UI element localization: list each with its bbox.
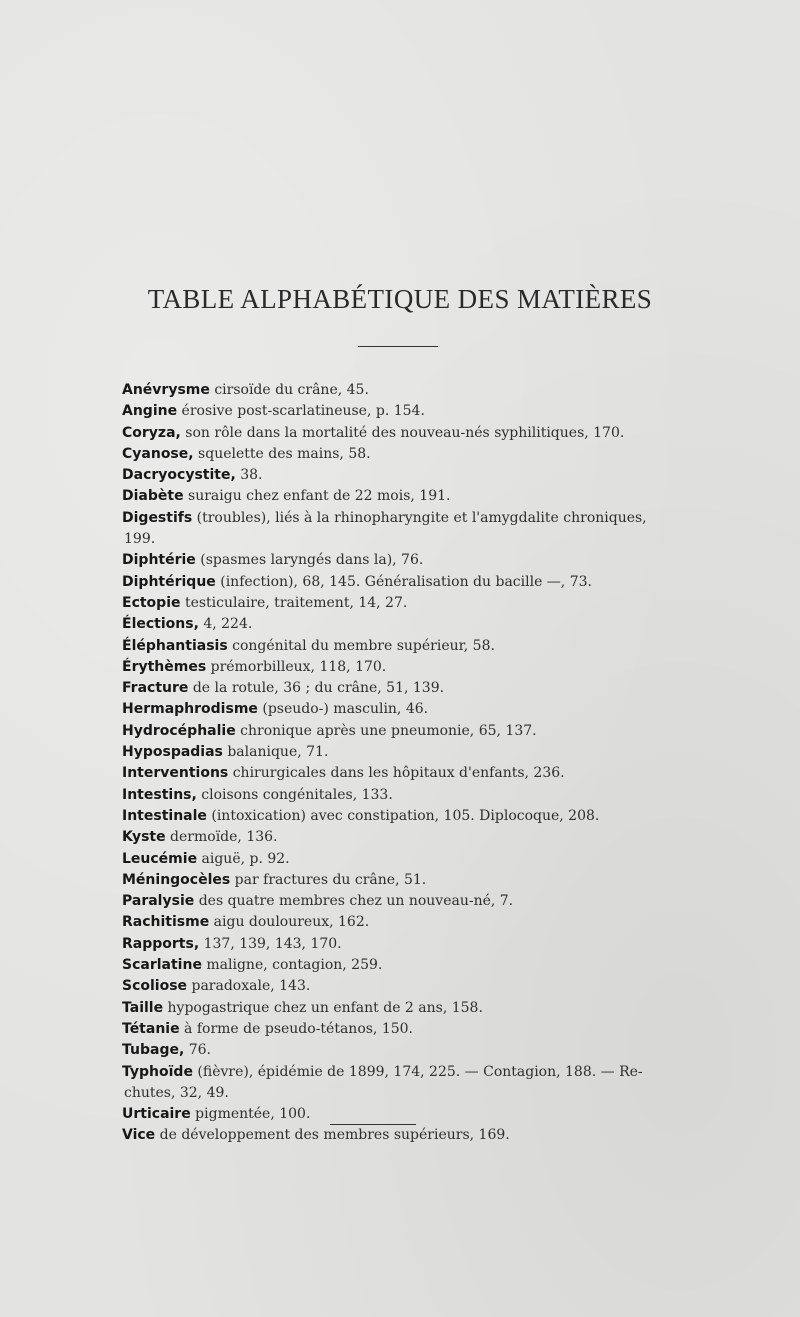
index-entry [122,401,682,422]
index-entry-term: Élections, [122,616,199,633]
index-entry [122,742,682,763]
index-entry-references: chirurgicales dans les hôpitaux d'enfants, 236. [228,765,565,782]
index-entry-term: Taille [122,999,164,1016]
index-entry-continuation [122,529,682,550]
index-entry-term: Urticaire [122,1106,191,1123]
index-entry-term: Tétanie [122,1020,180,1037]
index-entry-term: Diabète [122,488,184,505]
index-entry-term: Paralysie [122,893,195,910]
index-entry [122,912,682,933]
index-entry-term: Diphtérique [122,573,216,590]
index-entry [122,614,682,635]
index-entry [122,721,682,742]
index-entry-term: Cyanose, [122,445,194,462]
index-entry [122,785,682,806]
index-entry-references: paradoxale, 143. [187,978,311,995]
index-entry-references: testiculaire, traitement, 14, 27. [180,594,408,611]
index-entry-references: maligne, contagion, 259. [201,957,383,974]
index-entry-references: (troubles), liés à la rhinopharyngite et l'amygdalite chroniques, [192,509,647,526]
index-entry [122,1062,682,1083]
index-entry-term: Éléphantiasis [122,637,228,654]
index-entry-term: Intestinale [122,807,207,824]
index-entry-term: Scoliose [122,978,188,995]
index-entry-references: prémorbilleux, 118, 170. [206,658,387,675]
index-entry-term: Fracture [122,680,189,697]
index-entry-references: de développement des membres supérieurs, 169. [155,1127,510,1144]
index-entry-references: squelette des mains, 58. [193,445,371,462]
index-entry-term: Digestifs [122,509,193,526]
index-entry [122,976,682,997]
index-entry [122,955,682,976]
index-entry-references: 199. [124,531,156,548]
index-entry [122,934,682,955]
index-entry-references: 76. [184,1042,212,1059]
index-entry [122,1040,682,1061]
index-entry-references: son rôle dans la mortalité des nouveau-nés syphilitiques, 170. [180,424,625,441]
index-entry-term: Dacryocystite, [122,467,236,484]
index-entry-term: Leucémie [122,850,198,867]
index-entry [122,657,682,678]
index-entry-references: chutes, 32, 49. [124,1084,229,1101]
index-entry [122,380,682,401]
index-entry [122,572,682,593]
index-entry-references: aiguë, p. 92. [197,850,290,867]
index-entry [122,849,682,870]
index-entry [122,508,682,529]
index-entry [122,1125,682,1146]
index-entry [122,678,682,699]
index-entry-term: Tubage, [122,1042,185,1059]
title-divider [358,346,438,347]
index-entry-term: Kyste [122,829,166,846]
index-entry-references: hypogastrique chez un enfant de 2 ans, 158. [163,999,483,1016]
index-entry-references: par fractures du crâne, 51. [230,871,427,888]
index-entry [122,998,682,1019]
index-entry-references: (fièvre), épidémie de 1899, 174, 225. — Contagion, 188. — Re- [192,1063,643,1080]
index-entry [122,444,682,465]
index-entry-references: 4, 224. [198,616,253,633]
index-entry [122,636,682,657]
index-entry [122,806,682,827]
index-entry-term: Rachitisme [122,914,210,931]
index-entry [122,891,682,912]
index-entry-term: Hypospadias [122,744,223,761]
index-entry-term: Coryza, [122,424,181,441]
index-entry [122,699,682,720]
index-entry [122,465,682,486]
index-entry-term: Hydrocéphalie [122,722,236,739]
index-entry [122,550,682,571]
index-entry-references: (pseudo-) masculin, 46. [257,701,429,718]
index-entry-references: suraigu chez enfant de 22 mois, 191. [183,488,451,505]
index-entry-term: Anévrysme [122,382,210,398]
index-entry-references: des quatre membres chez un nouveau-né, 7. [194,893,514,910]
index-entry-references: à forme de pseudo-tétanos, 150. [179,1020,414,1037]
index-entry-references: (infection), 68, 145. Généralisation du bacille —, 73. [215,573,592,590]
page-title: TABLE ALPHABÉTIQUE DES MATIÈRES [147,284,653,314]
index-entry-list [122,380,682,1147]
index-entry-term: Hermaphrodisme [122,701,258,718]
index-entry [122,763,682,784]
index-entry-references: 137, 139, 143, 170. [199,935,342,952]
index-entry-term: Rapports, [122,935,200,952]
index-entry-term: Ectopie [122,594,181,611]
end-divider [330,1124,416,1125]
index-entry-references: (intoxication) avec constipation, 105. Diplocoque, 208. [206,807,600,824]
index-entry-term: Méningocèles [122,871,231,888]
index-entry-term: Angine [122,403,178,420]
index-entry-references: de la rotule, 36 ; du crâne, 51, 139. [188,680,445,697]
index-entry-term: Érythèmes [122,658,207,675]
index-entry [122,870,682,891]
index-entry-references: chronique après une pneumonie, 65, 137. [235,722,537,739]
index-entry-references: congénital du membre supérieur, 58. [227,637,495,654]
index-entry [122,423,682,444]
index-entry-references: érosive post-scarlatineuse, p. 154. [177,403,425,420]
index-entry-term: Interventions [122,765,229,782]
index-entry-references: balanique, 71. [222,744,329,761]
index-entry-references: pigmentée, 100. [190,1106,311,1123]
index-entry-references: cloisons congénitales, 133. [196,786,393,803]
index-entry-term: Intestins, [122,786,197,803]
index-entry [122,1019,682,1040]
index-entry [122,1104,682,1125]
index-entry [122,593,682,614]
index-entry-continuation [122,1083,682,1104]
index-entry-term: Typhoïde [122,1063,193,1080]
index-entry-references: aigu douloureux, 162. [209,914,370,931]
index-entry-references: dermoïde, 136. [165,829,278,846]
index-entry [122,486,682,507]
index-entry-term: Vice [122,1127,156,1144]
index-entry [122,827,682,848]
index-entry-term: Diphtérie [122,552,196,569]
index-entry-term: Scarlatine [122,957,202,974]
index-entry-references: cirsoïde du crâne, 45. [209,382,369,398]
index-entry-references: 38. [235,467,263,484]
index-entry-references: (spasmes laryngés dans la), 76. [195,552,424,569]
